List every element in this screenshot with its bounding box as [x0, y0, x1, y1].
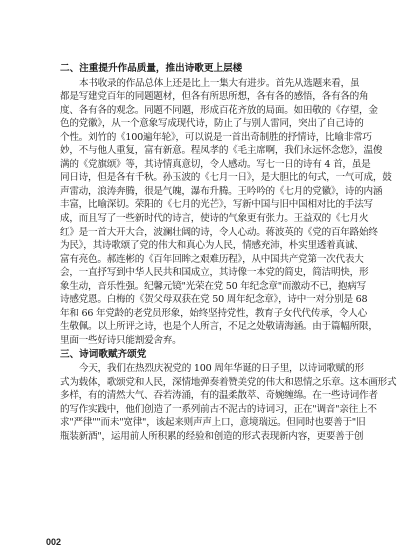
paragraph-line: 象生动，音乐性强。纪馨元镜"光荣在党 50 年纪念章"而激动不已，抱病写: [60, 280, 366, 292]
paragraph-line: 的写作实践中，他们创造了一系列前古不泥古的诗词习，正在"调音"亲往上不: [60, 403, 377, 415]
paragraph-line: 瓶装新酒"，运用前人所积累的经验和创造的形式表现新内容，更要善于创: [60, 430, 364, 442]
section2-heading: 二、注重提升作品质量，推出诗歌更上层楼: [60, 63, 243, 74]
paragraph-line: 今天，我们在热烈庆祝党的 100 周年华诞的日子里，以诗词歌赋的形: [79, 363, 364, 374]
paragraph-line: 度、各有各的观念。同题不同题，形成百花齐放的局面。如田敬的《存望，金: [60, 104, 378, 116]
paragraph-line: 成，而且写了一些新时代的诗言，使诗的气象更有张力。王益双的《七月火: [60, 213, 369, 224]
paragraph-line: 个性。刘竹的《100遍年轮》，可以说是一首出奇制胜的抒情诗，比喻非常巧: [60, 131, 372, 143]
paragraph-line: 声雷动，浪涛奔腾，很是气魄，瀑布升腾。王吟吟的《七月的党徽》，诗的内涵: [60, 185, 383, 197]
paragraph-line: 妙，不与他人重复，富有新意。程凤孝的《毛主席啊，我们永远怀念您》，温俊: [60, 145, 383, 157]
paragraph-line: 红》是一首大开大合，波澜壮阔的诗，令人心动。蒋波英的《党的百年路始终: [60, 226, 378, 238]
paragraph-line: 满的《党旗颂》等，其诗情真意切，令人感动。写七一日的诗有 4 首，虽是: [60, 158, 371, 170]
paragraph-line: 生敬佩。以上所评之诗，也是个人所言，不足之处敬请海涵。由于篇幅所限，: [60, 321, 378, 333]
section3-heading: 三、诗词歌赋齐颂党: [60, 349, 147, 360]
paragraph-line: 多样，有的清然大气、吞若涛涌，有的温柔散萃、奇婉缠绵。在一些诗词作者: [60, 390, 378, 402]
paragraph-line: 同日诗，但是各有千秋。孙玉波的《七月一日》，是大胆比的句式，一气可成，鼓: [60, 172, 392, 184]
paragraph-line: 里面一些好诗只能割爱舍弃。: [60, 334, 182, 346]
paragraph-line: 都是写建党百年的同题题材，但各有所思所想，各有各的感悟，各有各的角: [60, 91, 369, 103]
paragraph-line: 会，一直抒写到中华人民共和国成立，其诗像一本党的简史，简洁明快，形: [60, 267, 369, 279]
paragraph-line: 式为载体，歌颂党和人民，深情地弹奏着赞美党的伟大和恩情之乐章。这本画形式: [60, 376, 397, 388]
page-number: 002: [46, 537, 62, 547]
paragraph-line: 本书收录的作品总体上还是比上一集大有进步。首先从选题来看，虽: [79, 77, 360, 89]
paragraph-line: 色的党徽》，从一个意象写成现代诗，防止了与别人雷同，突出了自己诗的: [60, 118, 364, 130]
paragraph-line: 丰富，比喻深切。荣阳的《七月的光芒》，写新中国与旧中国相对比的手法写: [60, 199, 373, 211]
paragraph-line: 求"严律""而未"宽律"，该起来则声声上口，意境瑞远。但同时也要善于"旧: [60, 417, 366, 429]
paragraph-line: 为民》，其诗歌颂了党的伟大和真心为人民，情感充沛，朴实里透着真诚、: [60, 240, 364, 252]
paragraph-line: 富有亮色。郝连彬的《百年回眸之艰难历程》，从中国共产党第一次代表大: [60, 253, 364, 265]
paragraph-line: 年和 66 年党龄的老党员形象，始终坚持党性，教育子女代代传承，令人心: [60, 307, 367, 319]
paragraph-line: 诗感党恩。白梅的《贺父母双获在党 50 周年纪念章》，诗中一对分别是 68: [60, 294, 368, 306]
